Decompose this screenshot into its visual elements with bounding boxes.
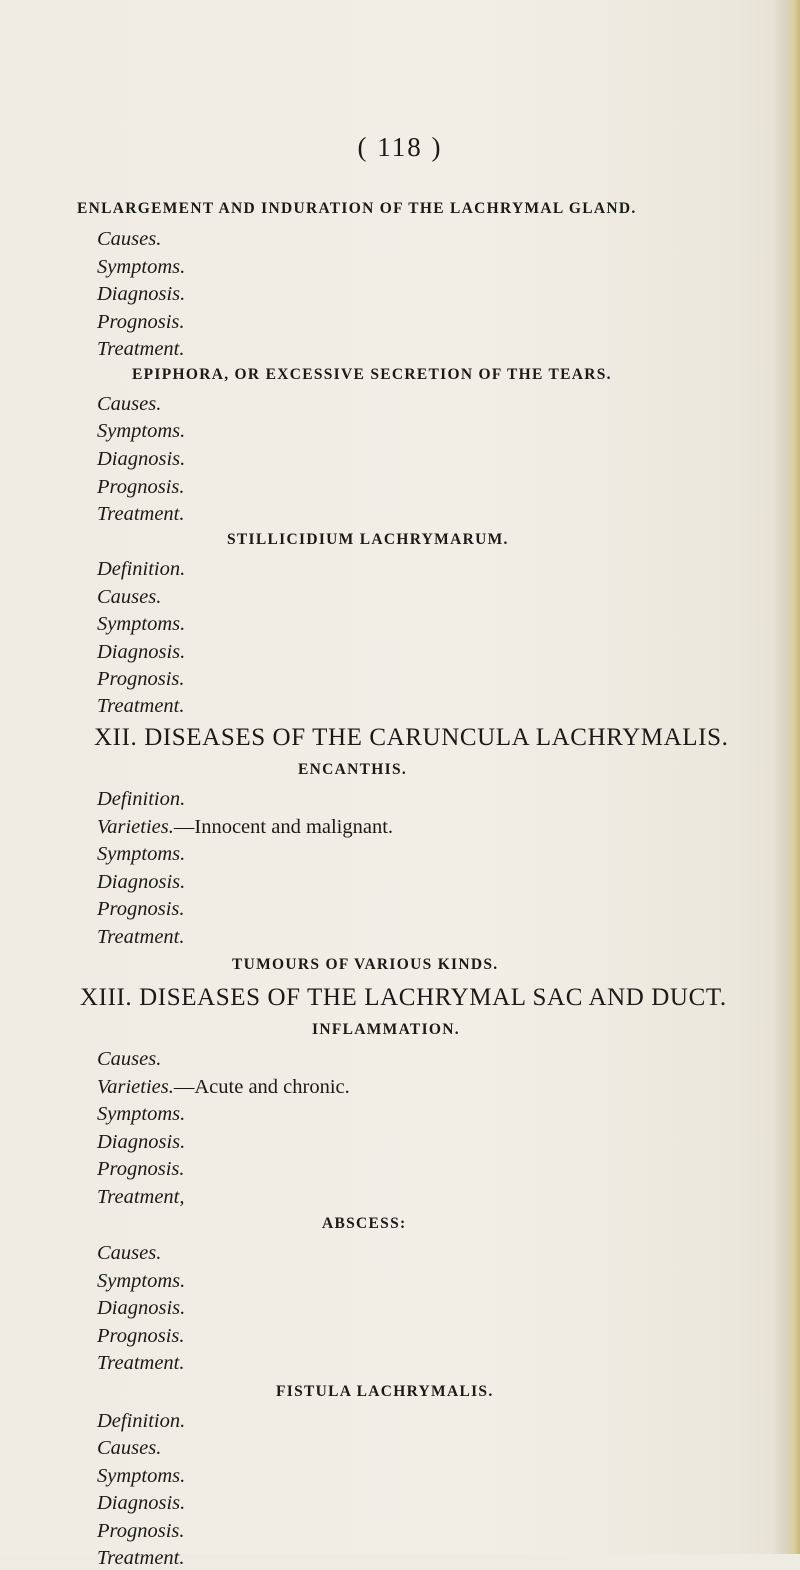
list-item: Symptoms. [97, 256, 186, 278]
list-item: Causes. [97, 1242, 162, 1264]
section-heading-abscess: ABSCESS: [322, 1215, 407, 1232]
list-item: Diagnosis. [97, 641, 186, 663]
list-item: Treatment. [97, 926, 185, 948]
list-item: Diagnosis. [97, 283, 186, 305]
page-number: ( 118 ) [357, 132, 443, 162]
list-item: Diagnosis. [97, 1492, 186, 1514]
list-item: Causes. [97, 228, 162, 250]
list-item: Treatment. [97, 338, 185, 360]
chapter-heading-xii: XII. DISEASES OF THE CARUNCULA LACHRYMALIS. [94, 724, 729, 751]
section-heading-tumours: TUMOURS OF VARIOUS KINDS. [232, 956, 499, 973]
list-item: Symptoms. [97, 1465, 186, 1487]
list-item: Prognosis. [97, 1158, 185, 1180]
list-item: Symptoms. [97, 1103, 186, 1125]
page-edge [772, 0, 800, 1554]
section-heading-epiphora: EPIPHORA, OR EXCESSIVE SECRETION OF THE TEARS. [132, 366, 612, 383]
section-heading-inflammation: INFLAMMATION. [312, 1021, 460, 1038]
list-item: Causes. [97, 393, 162, 415]
list-item: Diagnosis. [97, 448, 186, 470]
list-item: Treatment. [97, 1352, 185, 1374]
list-item: Prognosis. [97, 668, 185, 690]
list-item: Prognosis. [97, 311, 185, 333]
list-item: Prognosis. [97, 1325, 185, 1347]
list-item: Symptoms. [97, 843, 186, 865]
list-item: Treatment. [97, 1547, 185, 1569]
chapter-heading-xiii: XIII. DISEASES OF THE LACHRYMAL SAC AND DUCT. [80, 984, 727, 1011]
list-item: Causes. [97, 1437, 162, 1459]
list-item: Symptoms. [97, 613, 186, 635]
list-item: Treatment. [97, 503, 185, 525]
list-item: Treatment. [97, 695, 185, 717]
list-item: Diagnosis. [97, 1297, 186, 1319]
list-item: Causes. [97, 586, 162, 608]
list-item: Symptoms. [97, 1270, 186, 1292]
list-item: Definition. [97, 1410, 186, 1432]
section-heading-stillicidium: STILLICIDIUM LACHRYMARUM. [227, 531, 509, 548]
list-item: Definition. [97, 558, 186, 580]
list-item: Causes. [97, 1048, 162, 1070]
list-item: Definition. [97, 788, 186, 810]
section-heading-encanthis: ENCANTHIS. [298, 761, 408, 778]
list-item: Diagnosis. [97, 871, 186, 893]
section-heading-enlargement: ENLARGEMENT AND INDURATION OF THE LACHRYMAL GLAND. [77, 200, 637, 217]
list-item: Varieties.—Innocent and malignant. [97, 816, 394, 838]
list-item: Treatment, [97, 1186, 185, 1208]
list-item: Prognosis. [97, 1520, 185, 1542]
list-item: Diagnosis. [97, 1131, 186, 1153]
list-item: Prognosis. [97, 476, 185, 498]
list-item: Prognosis. [97, 898, 185, 920]
list-item: Symptoms. [97, 420, 186, 442]
section-heading-fistula: FISTULA LACHRYMALIS. [276, 1383, 494, 1400]
list-item: Varieties.—Acute and chronic. [97, 1076, 350, 1098]
